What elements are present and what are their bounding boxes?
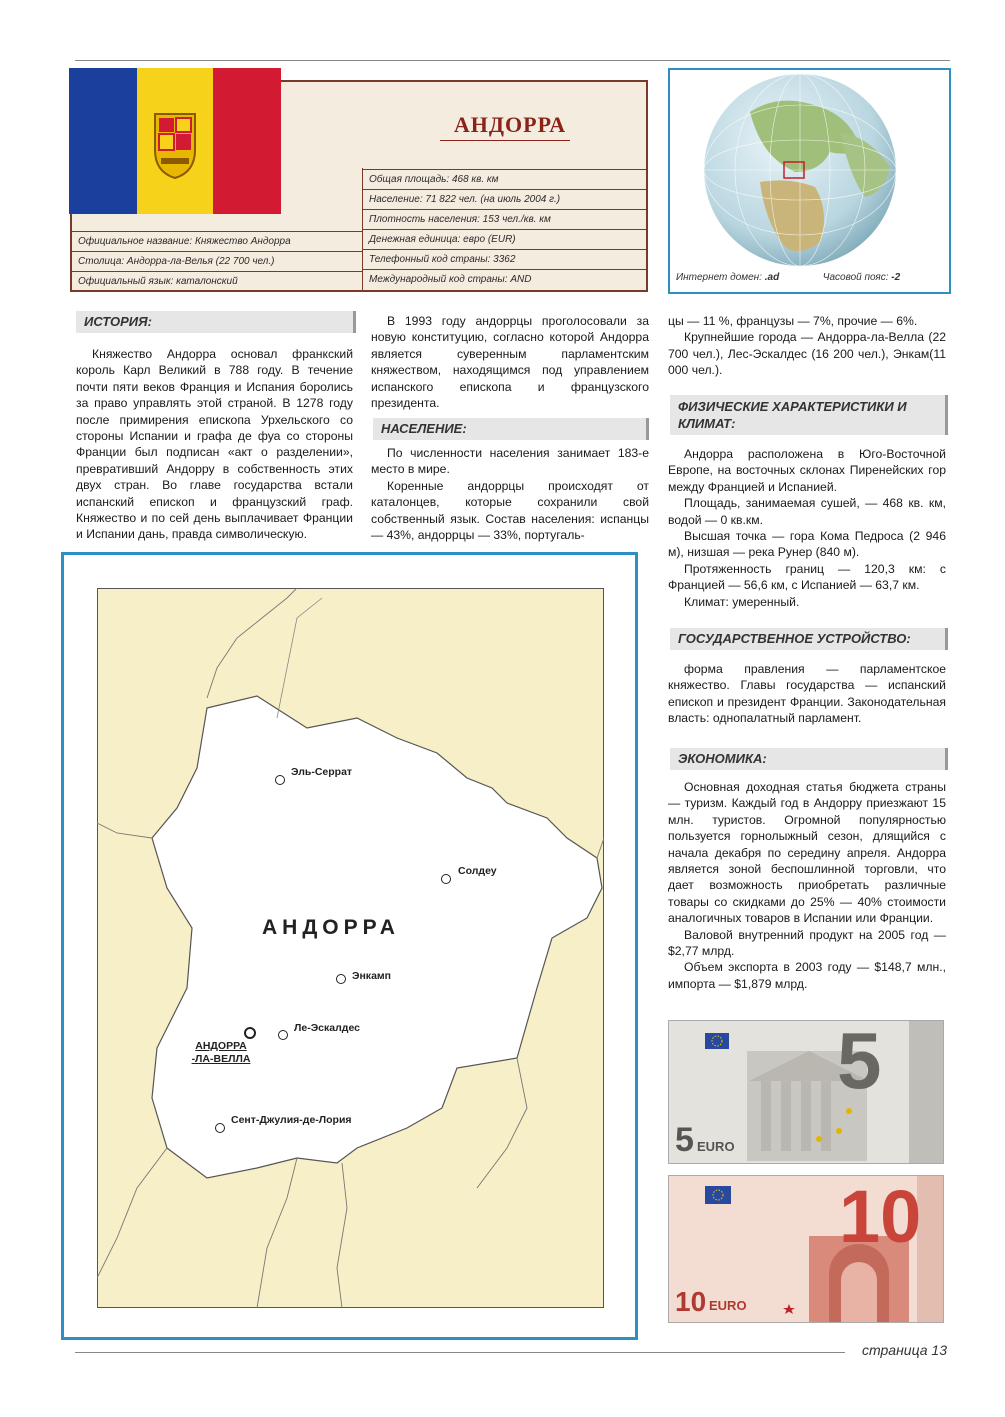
country-title: АНДОРРА bbox=[453, 112, 567, 137]
economy-heading: ЭКОНОМИКА: bbox=[670, 748, 948, 770]
government-heading: ГОСУДАРСТВЕННОЕ УСТРОЙСТВО: bbox=[670, 628, 948, 650]
city-marker bbox=[215, 1123, 225, 1133]
population-cont-paragraph-2: Крупнейшие города — Андорра-ла-Велла (22 700 чел.), Лес-Эскалдес (16 200 чел.), Энкам(11 000 чел.). bbox=[668, 330, 946, 378]
physical-paragraph-3: Высшая точка — гора Кома Педроса (2 946 м), низшая — река Рунер (840 м). bbox=[668, 529, 946, 560]
footer-rule bbox=[75, 1352, 845, 1353]
history-heading: ИСТОРИЯ: bbox=[76, 311, 356, 333]
globe-image bbox=[690, 72, 910, 267]
population-paragraph-2: Коренные андоррцы происходят от каталонцев, которые сохранили свой собственный язык. Состав населения: испанцы — 43%, андоррцы — 33%, португаль- bbox=[371, 478, 649, 543]
city-marker bbox=[441, 874, 451, 884]
coat-of-arms-icon bbox=[155, 114, 195, 178]
government-paragraph: форма правления — парламентское княжество. Главы государства — испанский епископ и президент Франции. Законодательная власть: однопалатный парламент. bbox=[668, 662, 946, 726]
info-phone-code: Телефонный код страны: 3362 bbox=[363, 249, 646, 269]
five-euro-banknote bbox=[668, 1020, 944, 1164]
timezone-label: Часовой пояс: bbox=[822, 272, 892, 283]
city-sant-julia: Сент-Джулия-де-Лория bbox=[231, 1114, 352, 1126]
info-country-code: Международный код страны: AND bbox=[363, 269, 646, 289]
info-currency: Денежная единица: евро (EUR) bbox=[363, 229, 646, 249]
population-paragraph-1: По численности населения занимает 183-е место в мире. bbox=[371, 446, 649, 477]
info-language: Официальный язык: каталонский bbox=[72, 271, 362, 291]
economy-paragraph-2: Валовой внутренний продукт на 2005 год — $2,77 млрд. bbox=[668, 927, 946, 959]
economy-paragraph-3: Объем экспорта в 2003 году — $148,7 млн., импорта — $1,879 млрд. bbox=[668, 960, 946, 991]
five-euro-big-value: 5 bbox=[837, 1020, 882, 1105]
population-cont-paragraph-1: цы — 11 %, французы — 7%, прочие — 6%. bbox=[668, 314, 918, 328]
government-text bbox=[668, 661, 946, 727]
city-soldeu: Солдеу bbox=[458, 865, 497, 877]
population-text bbox=[371, 445, 649, 543]
top-rule bbox=[75, 60, 950, 61]
city-marker bbox=[278, 1030, 288, 1040]
ten-euro-currency: EURO bbox=[709, 1298, 747, 1313]
andorra-flag bbox=[69, 68, 281, 214]
economy-text bbox=[668, 779, 946, 992]
country-outline-map bbox=[97, 588, 604, 1308]
title-underline bbox=[440, 140, 570, 141]
map-country-label: АНДОРРА bbox=[262, 916, 400, 939]
info-population: Население: 71 822 чел. (на июль 2004 г.) bbox=[363, 189, 646, 209]
city-andorra-la-vella: АНДОРРА -ЛА-ВЕЛЛА bbox=[191, 1040, 251, 1065]
ten-euro-banknote bbox=[668, 1175, 944, 1323]
physical-paragraph-2: Площадь, занимаемая сушей, — 468 кв. км, водой — 0 кв.км. bbox=[668, 496, 946, 527]
city-marker bbox=[275, 775, 285, 785]
five-euro-currency: EURO bbox=[697, 1139, 735, 1154]
globe-caption bbox=[676, 272, 946, 283]
info-density: Плотность населения: 153 чел./кв. км bbox=[363, 209, 646, 229]
city-les-escaldes: Ле-Эскалдес bbox=[294, 1022, 360, 1034]
ten-euro-big-value: 10 bbox=[839, 1175, 922, 1258]
population-heading: НАСЕЛЕНИЕ: bbox=[373, 418, 649, 440]
info-official-name: Официальное название: Княжество Андорра bbox=[72, 231, 362, 251]
economy-paragraph-1: Основная доходная статья бюджета страны — туризм. Каждый год в Андорру приезжают 15 млн. туристов. Огромной популярностью пользуется горнолыжный сезон, длящийся с начала декабря по середину апреля. Андорра является зоной беспошлинной торговли, что дает возможность приобретать различные товары со скидками до 25% — 40% стоимости аналогичных товаров в Испании или Франции. bbox=[668, 780, 946, 926]
physical-paragraph-4: Протяженность границ — 120,3 км: с Францией — 56,6 км, с Испанией — 63,7 км. bbox=[668, 561, 946, 593]
capital-marker bbox=[244, 1027, 256, 1039]
history-text bbox=[76, 346, 353, 543]
city-marker bbox=[336, 974, 346, 984]
physical-heading: ФИЗИЧЕСКИЕ ХАРАКТЕРИСТИКИ И КЛИМАТ: bbox=[670, 395, 948, 435]
population-continued bbox=[668, 313, 946, 379]
city-el-serrat: Эль-Серрат bbox=[291, 766, 353, 778]
domain-label: Интернет домен: bbox=[676, 272, 765, 283]
info-area: Общая площадь: 468 кв. км bbox=[363, 169, 646, 189]
timezone-value: -2 bbox=[891, 272, 901, 283]
city-encamp: Энкамп bbox=[352, 970, 392, 982]
info-capital: Столица: Андорра-ла-Велья (22 700 чел.) bbox=[72, 251, 362, 271]
constitution-paragraph: В 1993 году андоррцы проголосовали за новую конституцию, согласно которой Андорра является суверенным парламентским княжеством, находящимся под управлением испанского епископа и французского президента. bbox=[371, 314, 649, 411]
domain-value: .ad bbox=[764, 272, 780, 283]
history-continued bbox=[371, 313, 649, 411]
physical-paragraph-5: Климат: умеренный. bbox=[684, 594, 800, 609]
physical-text bbox=[668, 446, 946, 610]
physical-paragraph-1: Андорра расположена в Юго-Восточной Европе, на восточных склонах Пиренейских гор между Францией и Испанией. bbox=[668, 447, 946, 494]
history-paragraph: Княжество Андорра основал франкский король Карл Великий в 788 году. В течение почти пяти веков Франция и Испания боролись за право управлять этой страной. В 1278 году после примирения епископа Урхельского со стороны Испании и графа де фуа со стороны Франции был подписан «акт о разделении», превративший Андорру в собственность этих двух стран. Во главе государства встали испанский епископ и французский граф. Княжество и по сей день выплачивает Франции и Испании дань, правда символическую. bbox=[76, 347, 353, 542]
ten-euro-value: 10 bbox=[675, 1286, 707, 1317]
page-number: страница 13 bbox=[862, 1342, 947, 1358]
five-euro-value: 5 bbox=[675, 1121, 694, 1159]
